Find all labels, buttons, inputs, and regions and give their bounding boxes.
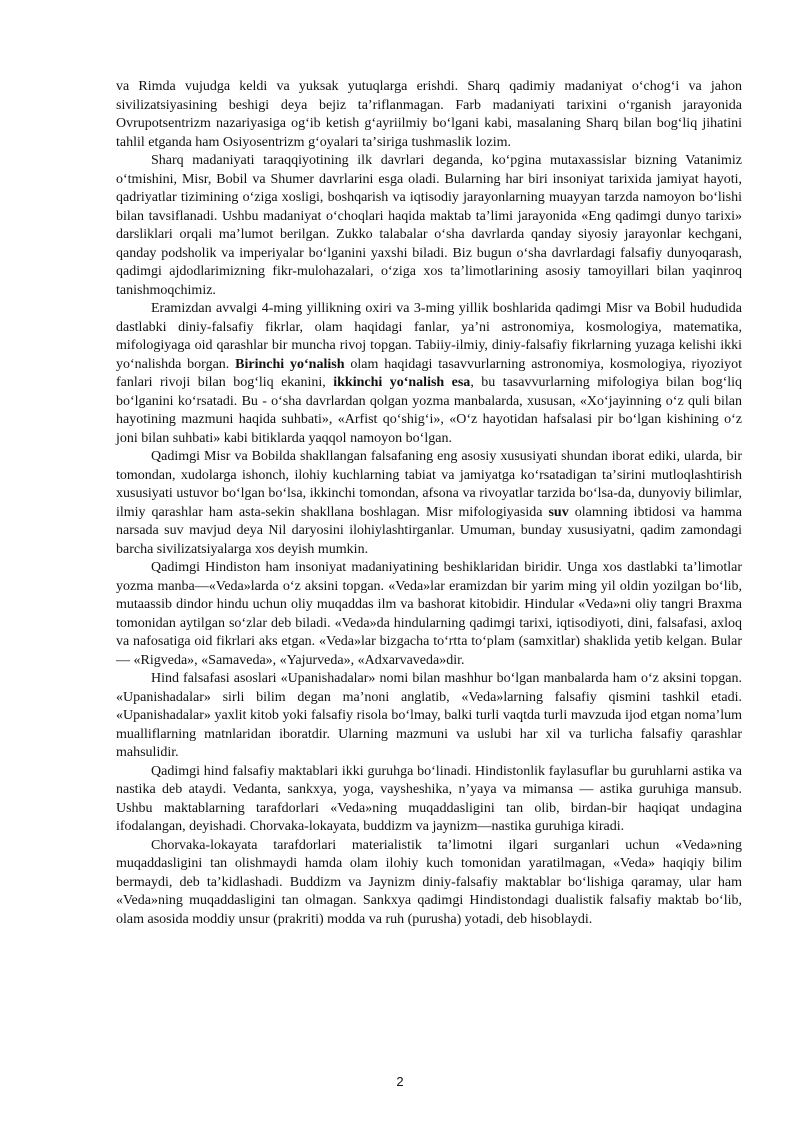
paragraph xyxy=(116,837,742,930)
paragraph-text: Hind falsafasi asoslari «Upanishadalar» nomi bilan mashhur boʻlgan manbalarda ham oʻz aksini topgan. «Upanishadalar» sirli bilim degan maʼnoni anglatib, «Veda»larning falsafiy qismini tashkil etadi. «Upanishadalar» yaxlit kitob yoki falsafiy risola boʻlmay, balki turli vaqtda turli mavzuda ijod etgan nomaʼlum mualliflarning matnlaridan iboratdir. Ularning mazmuni va uslubi har xil va turlicha falsafiy qarashlar mahsulidir. xyxy=(116,671,742,760)
paragraph-text: olamning ibtidosi va hamma narsada suv mavjud deya Nil daryosini ilohiylashtirganlar. Umuman, bunday xususiyatni, qadim zamondagi barcha sivilizatsiyalarga xos deyish mumkin. xyxy=(116,504,743,557)
paragraph-text: , bu tasavvurlarning mifologiya bilan bogʻliq boʻlganini koʻrsatadi. Bu - oʻsha davrlardan qolgan yozma manbalarda, xususan, «Xoʻjayinning oʻz quli bilan hayotining mazmuni haqida suhbati», «Arfist qoʻshigʻi», «Oʻz hayotidan hafsalasi pir boʻlgan kishining oʻz joni bilan suhbati» kabi bitiklarda yaqqol namoyon boʻlgan. xyxy=(116,375,743,446)
bold-term: Birinchi yoʻnalish xyxy=(235,356,345,372)
paragraph-text: olam haqidagi tasavvurlarning astronomiya, kosmologiya, riyoziyot fanlari rivoji bilan bogʻliq ekanini, xyxy=(116,356,742,390)
paragraph xyxy=(116,448,742,559)
paragraph xyxy=(116,152,742,300)
paragraph xyxy=(116,300,742,448)
paragraph-text: Sharq madaniyati taraqqiyotining ilk davrlari deganda, koʻpgina mutaxassislar bizning Vatanimiz oʻtmishini, Misr, Bobil va Shumer davrlarini esga oladi. Bularning har biri insoniyat tarixida jamiyat hayoti, qadriyatlar tizimining oʻziga xosligi, boshqarish va iqtisodiy jarayonlarning muayyan tarzda namoyon boʻlishi bilan tavsiflanadi. Ushbu madaniyat oʻchoqlari haqida maktab taʼlimi jarayonida «Eng qadimgi dunyo tarixi» darsliklari orqali maʼlumot berilgan. Zukko talabalar oʻsha davrlarda qanday siyosiy jarayonlar kechgani, qanday podsholik va imperiyalar boʻlganini yaxshi biladi. Biz bugun oʻsha davrlardagi falsafiy dunyoqarash, qadimgi ajdodlarimizning fikr-mulohazalari, oʻziga xos taʼlimotlarining asosiy tamoyillari bilan yaqinroq tanishmoqchimiz. xyxy=(116,153,742,298)
paragraph-text: Qadimgi hind falsafiy maktablari ikki guruhga boʻlinadi. Hindistonlik faylasuflar bu guruhlarni astika va nastika deb ataydi. Vedanta, sankxya, yoga, vaysheshika, nʼyaya va mimansa — astika guruhiga mansub. Ushbu maktablarning tarafdorlari «Veda»ning muqaddasligini tan olib, birdan-bir haqiqat undagina ifodalangan, deyishadi. Chorvaka-lokayata, buddizm va jaynizm—nastika guruhiga kiradi. xyxy=(116,763,742,834)
paragraph-text: Qadimgi Hindiston ham insoniyat madaniyatining beshiklaridan biridir. Unga xos dastlabki taʼlimotlar yozma manba—«Veda»larda oʻz aksini topgan. «Veda»lar eramizdan bir yarim ming yil oldin yozilgan boʻlib, mutaassib dindor hindu uchun oliy muqaddas ilm va bashorat kitobidir. Hindular «Veda»ni oliy tangri Braxma tomonidan aytilgan soʻzlar deb biladi. «Veda»da hindularning qadimgi tarixi, iqtisodiyoti, dini, falsafasi, axloq va nafosatiga oid fikrlari aks etgan. «Veda»lar bizgacha toʻrtta toʻplam (samxitlar) shaklida yetib kelgan. Bular — «Rigveda», «Samaveda», «Yajurveda», «Adxarvaveda»dir. xyxy=(116,560,742,668)
paragraph xyxy=(116,559,742,670)
paragraph xyxy=(116,78,742,152)
paragraph-text: Chorvaka-lokayata tarafdorlari materialistik taʼlimotni ilgari surganlari uchun «Veda»ning muqaddasligini tan olishmaydi hamda olam ilohiy kuch tomonidan yaratilmagan, «Veda» haqiqiy bilim bermaydi, deb taʼkidlashadi. Buddizm va Jaynizm diniy-falsafiy maktablar boʻlishiga qaramay, ular ham «Veda»ning muqaddasligini tan olmagan. Sankxya qadimgi Hindistondagi dualistik falsafiy maktab boʻlib, olam asosida moddiy unsur (prakriti) modda va ruh (purusha) yotadi, deb hisoblaydi. xyxy=(116,837,742,927)
paragraph xyxy=(116,670,742,763)
bold-term: ikkinchi yoʻnalish esa xyxy=(333,375,471,390)
paragraph-text: va Rimda vujudga keldi va yuksak yutuqlarga erishdi. Sharq qadimiy madaniyat oʻchogʻi va jahon sivilizatsiyasining beshigi deya bejiz taʼriflanmagan. Farb madaniyati tarixini oʻrganish jarayonida Ovrupotsentrizm nazariyasiga ogʻib ketish gʻayriilmiy boʻlgani kabi, masalaning Sharq bilan bogʻliq jihatini tahlil etganda ham Osiyosentrizm gʻoyalari taʼsiriga tushmaslik lozim. xyxy=(116,79,742,150)
bold-term: suv xyxy=(548,504,569,520)
paragraph-text: Eramizdan avvalgi 4-ming yillikning oxiri va 3-ming yillik boshlarida qadimgi Misr va Bobil hududida dastlabki diniy-falsafiy fikrlar, olam haqidagi fanlar, yaʼni astronomiya, kosmologiya, matematika, mifologiyaga oid qarashlar bir muncha rivoj topgan. Tabiiy-ilmiy, diniy-falsafiy fikrlarning yuzaga kelishi ikki yoʻnalishda borgan. xyxy=(116,301,742,372)
paragraph xyxy=(116,763,742,837)
document-body xyxy=(116,78,742,929)
paragraph-text: Qadimgi Misr va Bobilda shakllangan falsafaning eng asosiy xususiyati shundan iborat ediki, ularda, bir tomondan, xudolarga ishonch, ilohiy kuchlarning tabiat va jamiyatga koʻrsatadigan taʼsirini mutloqlashtirish xususiyati ustuvor boʻlgan boʻlsa, ikkinchi tomondan, afsona va rivoyatlar tarzida boʻlsa-da, dunyoviy bilimlar, ilmiy qarashlar ham asta-sekin shakllana boshlagan. Misr mifologiyasida xyxy=(116,449,742,520)
paragraph-list xyxy=(116,78,742,929)
page-number: 2 xyxy=(396,1074,404,1089)
